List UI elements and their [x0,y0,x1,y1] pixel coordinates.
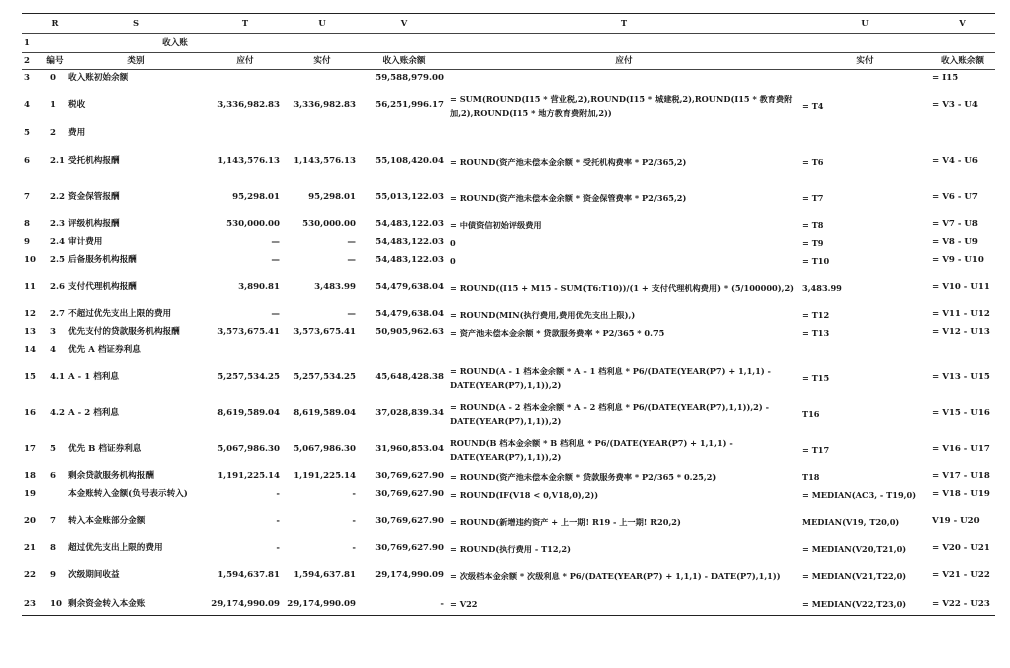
column-letter: U [284,14,360,34]
paid-cell: 5,257,534.25 [293,372,356,382]
table-row [22,88,995,124]
row-number: 3 [24,73,30,84]
paid-cell: 95,298.01 [308,192,356,202]
formula-payable-cell [448,342,800,360]
income-account-table [22,13,995,616]
formula-balance-cell: = V6 - U7 [932,192,978,202]
formula-paid-cell: = MEDIAN(V20,T21,0) [802,543,907,554]
table-row [22,124,995,144]
balance-cell: 56,251,996.17 [375,100,444,110]
formula-paid-cell: = T4 [802,100,824,111]
payable-cell: 8,619,589.04 [217,408,280,418]
row-number: 5 [24,128,30,138]
table-row [22,180,995,216]
category-cell: 审计费用 [68,237,103,247]
balance-cell: - [360,594,448,616]
row-number: 20 [24,516,36,526]
formula-paid-cell: 3,483.99 [802,282,842,293]
payable-cell: — [271,309,280,319]
empty-cell [44,34,66,53]
balance-cell: 54,483,122.03 [375,255,444,265]
paid-cell [284,70,360,88]
balance-cell: 29,174,990.09 [375,570,444,580]
formula-paid-cell: = MEDIAN(V22,T23,0) [800,594,930,616]
payable-cell [206,70,284,88]
balance-cell: 59,588,979.00 [375,73,444,84]
formula-balance-cell: = V7 - U8 [932,219,978,229]
seq-number: 4.2 [50,408,65,418]
row-number: 23 [22,594,44,616]
column-letter: T [206,14,284,34]
payable-cell: 95,298.01 [232,192,280,202]
paid-cell: - [352,489,356,499]
balance-cell: 30,769,627.90 [375,471,444,481]
row-number: 16 [24,408,36,418]
header-paid: 实付 [284,53,360,70]
corner-cell [22,14,44,34]
title-row [22,34,995,53]
category-cell: 费用 [68,128,86,138]
paid-cell: - [352,543,356,553]
seq-number: 3 [50,327,56,337]
seq-number: 5 [50,444,56,454]
category-cell: 优先 B 档证券利息 [68,444,142,454]
table-row [22,144,995,180]
category-cell: 次级期间收益 [68,570,120,580]
row-number: 15 [24,372,36,382]
category-cell: 资金保管报酬 [68,192,120,202]
seq-number [44,486,66,504]
column-letter: U [800,14,930,34]
formula-balance-cell: = V16 - U17 [932,444,990,454]
formula-paid-cell [800,70,930,88]
table-row [22,342,995,360]
formula-paid-cell: = T6 [802,156,824,167]
table-row [22,396,995,432]
category-cell: 优先支付的贷款服务机构报酬 [68,327,180,337]
table-row [22,216,995,234]
table-row [22,270,995,306]
table-row [22,540,995,558]
formula-balance-cell: = V21 - U22 [932,570,990,580]
balance-cell: 45,648,428.38 [375,372,444,382]
formula-balance-cell: = V9 - U10 [932,255,984,265]
row-number: 9 [24,237,30,247]
paid-cell [284,342,360,360]
category-cell: 剩余贷款服务机构报酬 [68,471,154,481]
category-cell: 转入本金账部分金额 [68,516,146,526]
formula-balance-cell: = V15 - U16 [932,408,990,418]
formula-payable-cell: = 次级档本金余额 * 次级利息 * P6/(DATE(YEAR(P7) + 1,1,1) - DATE(P7),1,1)) [450,570,781,581]
paid-cell: 1,143,576.13 [293,156,356,166]
payable-cell: 3,573,675.41 [217,327,280,337]
empty-cell [284,34,995,53]
seq-number: 1 [50,100,56,110]
header-formula-balance: 收入账余额 [930,53,995,70]
formula-payable-cell [448,70,800,88]
formula-payable-cell: = ROUND(资产池未偿本金余额 * 资金保管费率 * P2/365,2) [450,192,687,203]
balance-cell: 54,479,638.04 [375,282,444,292]
header-payable: 应付 [206,53,284,70]
formula-balance-cell: = V18 - U19 [932,489,990,499]
column-letter: V [930,14,995,34]
table-row [22,594,995,616]
formula-payable-cell [448,124,800,144]
table-row [22,432,995,468]
payable-cell: - [276,516,280,526]
payable-cell: 5,257,534.25 [217,372,280,382]
payable-cell: 530,000.00 [226,219,280,229]
header-balance: 收入账余额 [360,53,448,70]
formula-payable-cell: = ROUND(资产池未偿本金余额 * 贷款服务费率 * P2/365 * 0.25,2) [450,471,717,482]
formula-payable-cell: = SUM(ROUND(I15 * 营业税,2),ROUND(I15 * 城建税,2),ROUND(I15 * 教育费附加,2),ROUND(I15 * 地方教育费附加,2)) [450,93,793,118]
row-number: 13 [24,327,36,337]
paid-cell: — [347,255,356,265]
row-number: 6 [24,156,30,166]
paid-cell: 8,619,589.04 [293,408,356,418]
formula-payable-cell: = ROUND(A - 2 档本金余额 * A - 2 档利息 * P6/(DATE(YEAR(P7),1,1)),2) - DATE(YEAR(P7),1,1)),2) [450,401,769,426]
header-formula-paid: 实付 [800,53,930,70]
formula-paid-cell: = T10 [802,255,830,266]
row-number: 14 [24,345,36,355]
payable-cell [206,124,284,144]
row-number: 22 [24,570,36,580]
balance-cell: 54,479,638.04 [375,309,444,319]
category-cell: 后备服务机构报酬 [68,255,137,265]
paid-cell: 3,483.99 [314,282,356,292]
formula-payable-cell: = ROUND(A - 1 档本金余额 * A - 1 档利息 * P6/(DATE(YEAR(P7) + 1,1,1) - DATE(YEAR(P7),1,1)),2) [450,365,771,390]
formula-paid-cell: MEDIAN(V19, T20,0) [802,516,900,527]
formula-paid-cell: = T12 [802,309,830,320]
row-number: 10 [24,255,36,265]
seq-number: 9 [50,570,56,580]
balance-cell: 54,483,122.03 [375,237,444,247]
balance-cell: 30,769,627.90 [375,516,444,526]
paid-cell [284,124,360,144]
payable-cell: 3,890.81 [238,282,280,292]
formula-paid-cell: = T9 [802,237,824,248]
payable-cell: 1,191,225.14 [217,471,280,481]
payable-cell: - [276,543,280,553]
paid-cell: 5,067,986.30 [293,444,356,454]
formula-payable-cell: = ROUND(MIN(执行费用,费用优先支出上限),) [450,309,636,320]
paid-cell: - [352,516,356,526]
formula-paid-cell: = T7 [802,192,824,203]
table-row [22,252,995,270]
table-row [22,360,995,396]
column-letter: S [66,14,206,34]
formula-payable-cell: = 资产池未偿本金余额 * 贷款服务费率 * P2/365 * 0.75 [450,327,665,338]
formula-balance-cell: = V20 - U21 [932,543,990,553]
seq-number: 4 [50,345,56,355]
column-letter: R [44,14,66,34]
category-cell: 本金账转入金额(负号表示转入) [68,489,188,499]
balance-cell: 55,013,122.03 [375,192,444,202]
formula-paid-cell: = MEDIAN(V21,T22,0) [802,570,907,581]
seq-number: 8 [50,543,56,553]
formula-payable-cell: = ROUND(新增违约资产 + 上一期! R19 - 上一期! R20,2) [450,516,681,527]
formula-payable-cell: ROUND(B 档本金余额 * B 档利息 * P6/(DATE(YEAR(P7) + 1,1,1) - DATE(YEAR(P7),1,1)),2) [450,437,733,462]
seq-number: 0 [50,73,56,84]
formula-balance-cell: = V4 - U6 [932,156,978,166]
payable-cell: 1,143,576.13 [217,156,280,166]
paid-cell: 530,000.00 [302,219,356,229]
row-number: 12 [24,309,36,319]
category-cell: 收入账初始余额 [68,73,129,84]
header-formula-payable: 应付 [448,53,800,70]
formula-payable-cell: = V22 [448,594,800,616]
formula-payable-cell: = ROUND(IF(V18 < 0,V18,0),2)) [450,489,599,500]
payable-cell: 1,594,637.81 [217,570,280,580]
category-cell: A - 1 档利息 [68,372,119,382]
formula-payable-cell: = ROUND(资产池未偿本金余额 * 受托机构费率 * P2/365,2) [450,156,687,167]
row-number: 11 [24,282,36,292]
formula-paid-cell: T18 [802,471,820,482]
seq-number: 2.5 [50,255,65,265]
formula-payable-cell: 0 [450,237,456,248]
category-cell: A - 2 档利息 [68,408,119,418]
balance-cell: 37,028,839.34 [375,408,444,418]
payable-cell: — [271,255,280,265]
paid-cell: — [347,237,356,247]
category-cell: 不超过优先支出上限的费用 [68,309,172,319]
seq-number: 2.1 [50,156,65,166]
formula-balance-cell: = V8 - U9 [932,237,978,247]
formula-paid-cell: = T13 [802,327,830,338]
header-category: 类别 [66,53,206,70]
formula-paid-cell: = T17 [802,444,830,455]
table-body [22,34,995,616]
row-number: 4 [24,100,30,110]
seq-number: 2.6 [50,282,65,292]
formula-paid-cell: = T15 [802,372,830,383]
formula-paid-cell [800,124,930,144]
payable-cell: — [271,237,280,247]
formula-balance-cell: = V22 - U23 [930,594,995,616]
balance-cell [360,342,448,360]
table-row [22,306,995,324]
payable-cell: 5,067,986.30 [217,444,280,454]
payable-cell: - [276,489,280,499]
category-cell: 评级机构报酬 [68,219,120,229]
paid-cell: 1,191,225.14 [293,471,356,481]
balance-cell: 50,905,962.63 [375,327,444,337]
table-row [22,324,995,342]
category-cell: 超过优先支出上限的费用 [68,543,163,553]
formula-balance-cell [930,342,995,360]
payable-cell: 3,336,982.83 [217,100,280,110]
seq-number: 2.2 [50,192,65,202]
balance-cell: 55,108,420.04 [375,156,444,166]
seq-number: 6 [50,471,56,481]
table-row [22,468,995,486]
balance-cell: 54,483,122.03 [375,219,444,229]
seq-number: 10 [44,594,66,616]
payable-cell: 29,174,990.09 [206,594,284,616]
table-title: 收入账 [66,34,284,53]
row-number: 8 [24,219,30,229]
table-row [22,70,995,88]
table-row [22,234,995,252]
seq-number: 2 [50,128,56,138]
formula-payable-cell: = ROUND(执行费用 - T12,2) [450,543,572,554]
formula-balance-cell: = V12 - U13 [932,327,990,337]
header-seq: 编号 [44,53,66,70]
payable-cell [206,342,284,360]
formula-balance-cell: = V10 - U11 [932,282,990,292]
row-number: 21 [24,543,36,553]
seq-number: 2.3 [50,219,65,229]
row-number: 19 [24,489,36,499]
category-cell: 支付代理机构报酬 [68,282,137,292]
seq-number: 4.1 [50,372,65,382]
formula-balance-cell: = V3 - U4 [932,100,978,110]
column-letter: T [448,14,800,34]
formula-balance-cell: V19 - U20 [932,516,980,526]
paid-cell: 29,174,990.09 [284,594,360,616]
paid-cell: 3,573,675.41 [293,327,356,337]
paid-cell: 1,594,637.81 [293,570,356,580]
category-cell: 剩余资金转入本金账 [66,594,206,616]
paid-cell: 3,336,982.83 [293,100,356,110]
category-cell: 税收 [68,100,86,110]
formula-balance-cell: = V17 - U18 [932,471,990,481]
table-row [22,558,995,594]
balance-cell: 31,960,853.04 [375,444,444,454]
paid-cell: — [347,309,356,319]
balance-cell [360,124,448,144]
row-number: 1 [22,34,44,53]
row-number: 7 [24,192,30,202]
formula-payable-cell: = ROUND((I15 + M15 - SUM(T6:T10))/(1 + 支付代理机构费用) * (5/100000),2) [450,282,795,293]
formula-payable-cell: = 中债资信初始评级费用 [450,219,542,230]
row-number: 18 [24,471,36,481]
seq-number: 2.4 [50,237,65,247]
column-letter: V [360,14,448,34]
category-cell: 受托机构报酬 [68,156,120,166]
formula-payable-cell: 0 [450,255,456,266]
table-row [22,504,995,540]
formula-paid-cell: = T8 [802,219,824,230]
row-number: 2 [22,53,44,70]
spreadsheet-figure [22,13,995,616]
formula-balance-cell: = V11 - U12 [932,309,990,319]
formula-balance-cell: = I15 [932,73,959,84]
seq-number: 2.7 [50,309,65,319]
seq-number: 7 [50,516,56,526]
table-row [22,486,995,504]
row-number: 17 [24,444,36,454]
balance-cell: 30,769,627.90 [375,489,444,499]
column-letter-row [22,14,995,34]
formula-paid-cell: T16 [802,408,820,419]
formula-paid-cell: = MEDIAN(AC3, - T19,0) [802,489,917,500]
balance-cell: 30,769,627.90 [375,543,444,553]
formula-balance-cell [930,124,995,144]
header-row [22,53,995,70]
category-cell: 优先 A 档证券利息 [68,345,141,355]
formula-balance-cell: = V13 - U15 [932,372,990,382]
formula-paid-cell [800,342,930,360]
